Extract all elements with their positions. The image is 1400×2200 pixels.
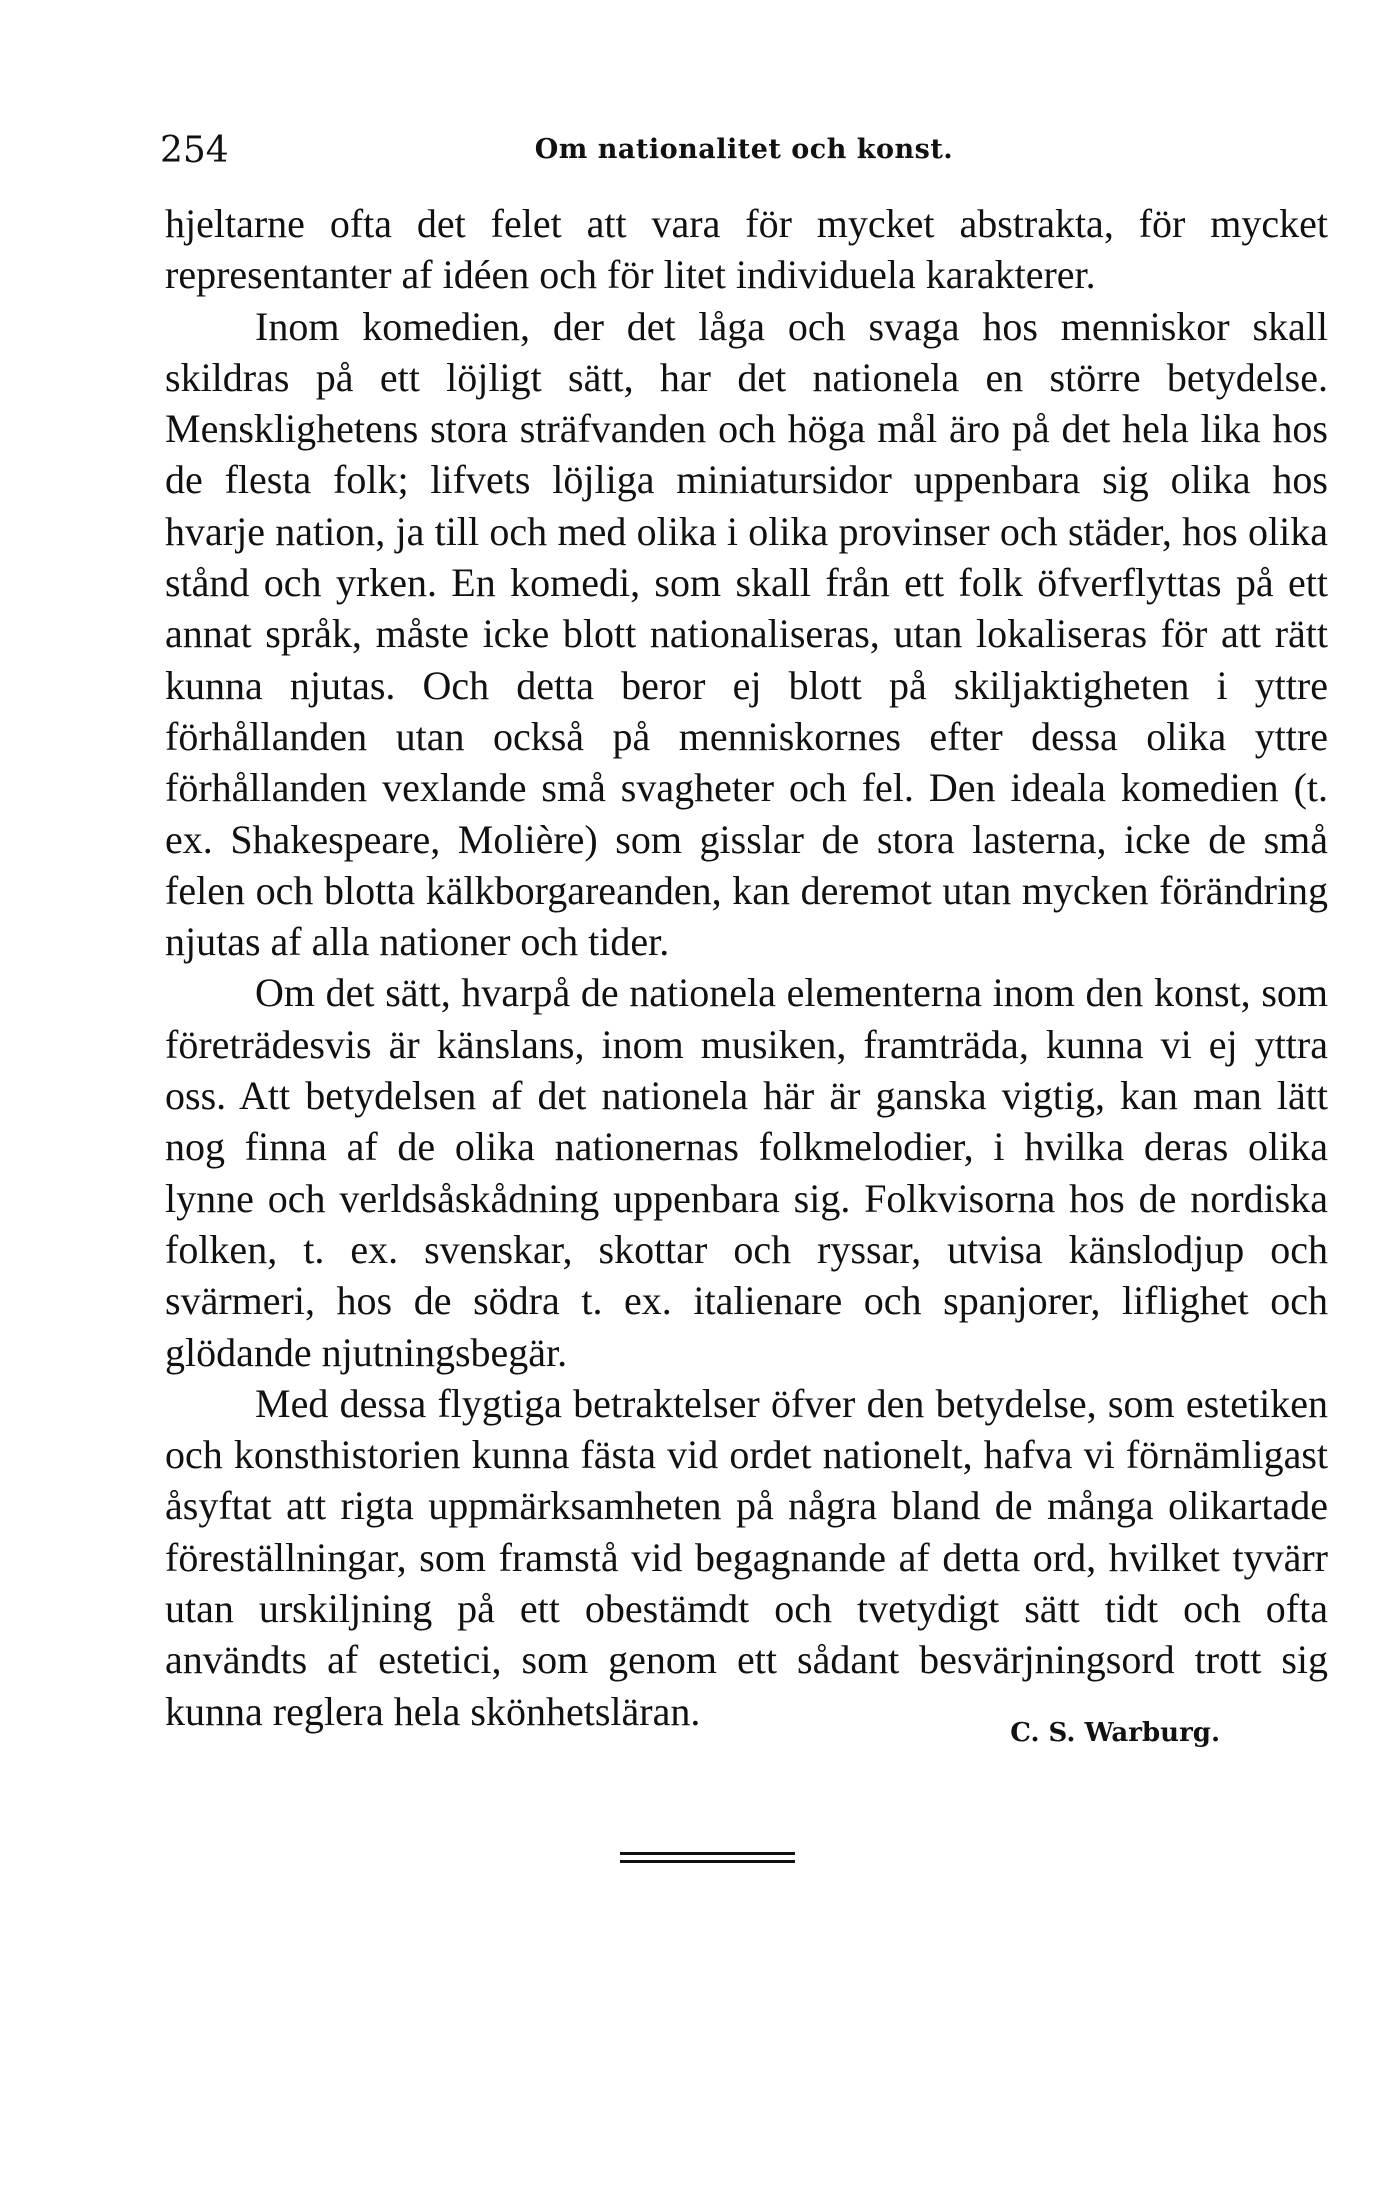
page-header bbox=[160, 130, 1328, 180]
paragraph-continuation: hjeltarne ofta det felet att vara för mycket abstrakta, för mycket representanter af idéen och för litet individuela karakterer. bbox=[165, 201, 1328, 298]
paragraph-komedien: Inom komedien, der det låga och svaga hos menniskor skall skildras på ett löjligt sätt, har det nationela en större betydelse. Mensklighetens stora sträfvanden och höga mål äro på det hela lika hos de flesta folk; lifvets löjliga miniatursidor uppenbara sig olika hos hvarje nation, ja till och med olika i olika provinser och städer, hos olika stånd och yrken. En komedi, som skall från ett folk öfverflyttas på ett annat språk, måste icke blott nationaliseras, utan lokaliseras för att rätt kunna njutas. Och detta beror ej blott på skiljaktigheten i yttre förhållanden utan också på menniskornes efter dessa olika yttre förhållanden vexlande små svagheter och fel. Den ideala komedien (t. ex. Shakespeare, Molière) som gisslar de stora lasterna, icke de små felen och blotta kälkborgareanden, kan deremot utan mycken förändring njutas af alla nationer och tider. bbox=[165, 303, 1328, 965]
running-title: Om nationalitet och konst. bbox=[534, 134, 954, 165]
body-text bbox=[165, 198, 1328, 1737]
author-signature: C. S. Warburg. bbox=[1010, 1718, 1220, 1748]
paragraph-musiken: Om det sätt, hvarpå de nationela elementerna inom den konst, som företrädesvis är känslans, inom musiken, framträda, kunna vi ej yttra oss. Att betydelsen af det nationela här är ganska vigtig, kan man lätt nog finna af de olika nationernas folkmelodier, i hvilka deras olika lynne och verldsåskådning uppenbara sig. Folkvisorna hos de nordiska folken, t. ex. svenskar, skottar och ryssar, utvisa känslodjup och svärmeri, hos de södra t. ex. italienare och spanjorer, liflighet och glödande njutningsbegär. bbox=[165, 970, 1328, 1375]
page-number: 254 bbox=[160, 130, 229, 171]
paragraph-conclusion: Med dessa flygtiga betraktelser öfver den betydelse, som estetiken och konsthistorien kunna fästa vid ordet nationelt, hafva vi förnämligast åsyftat att rigta uppmärksamheten på några bland de många olikartade föreställningar, som framstå vid begagnande af detta ord, hvilket tyvärr utan urskiljning på ett obestämdt och tvetydigt sätt tidt och ofta användts af estetici, som genom ett sådant besvärjningsord trott sig kunna reglera hela skönhetsläran. bbox=[165, 1380, 1328, 1734]
end-rule-bottom bbox=[620, 1860, 795, 1863]
end-rule-top bbox=[620, 1852, 795, 1855]
